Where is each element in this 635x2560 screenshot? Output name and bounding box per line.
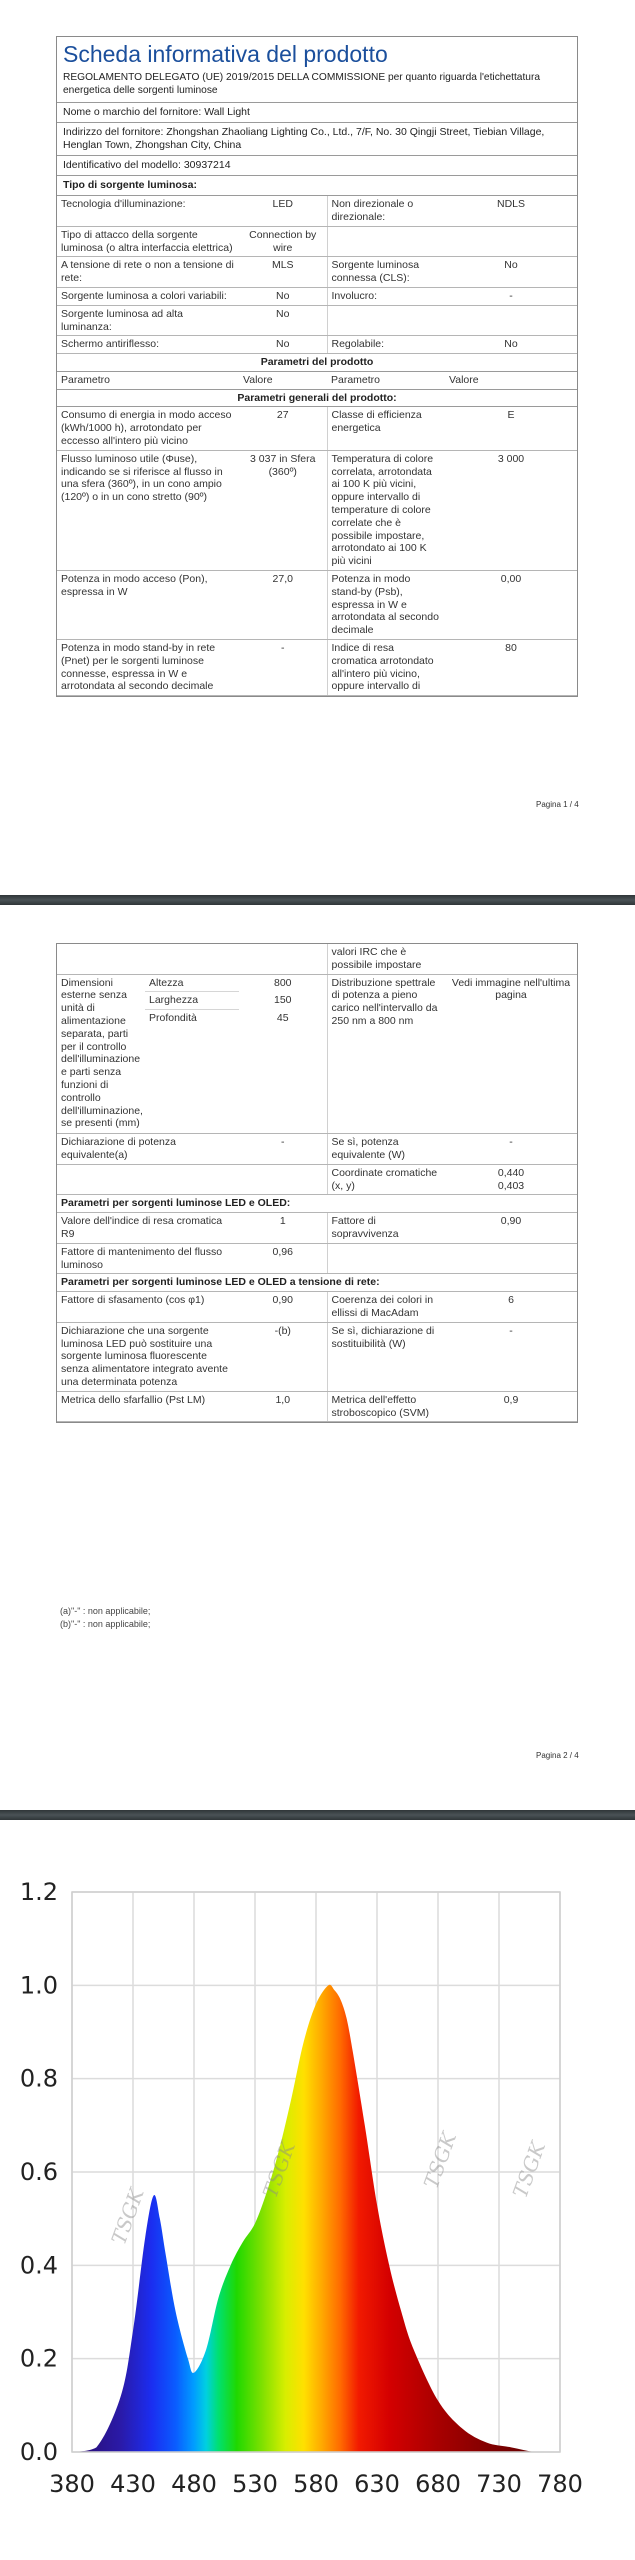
mains-param-row bbox=[57, 1322, 577, 1391]
source-type-cell: No bbox=[239, 287, 327, 305]
led-param-row bbox=[57, 1213, 577, 1244]
source-type-cell bbox=[327, 226, 445, 257]
general-param-cell: E bbox=[445, 407, 577, 450]
dimensions-label: Dimensioni esterne senza unità di alimentazione separata, parti per il controllo dell'illuminazione e parti senza funzioni di controllo dell'illuminazione, se presenti (mm) bbox=[57, 974, 145, 1134]
watermark-text: TSGK bbox=[106, 2184, 149, 2248]
mains-param-row bbox=[57, 1292, 577, 1323]
equivalence-cell: - bbox=[239, 1134, 327, 1164]
page-number: Pagina 2 / 4 bbox=[536, 1751, 579, 1760]
general-param-cell: Potenza in modo acceso (Pon), espressa in W bbox=[57, 571, 239, 640]
source-type-row bbox=[57, 305, 577, 336]
product-params-header: Parametri del prodotto bbox=[57, 354, 577, 371]
general-param-row bbox=[57, 407, 577, 450]
source-type-cell bbox=[445, 226, 577, 257]
source-type-cell: Sorgente luminosa a colori variabili: bbox=[57, 287, 239, 305]
general-param-cell: Potenza in modo stand-by in rete (Pnet) per le sorgenti luminose connesse, espressa in W e arrotondata al secondo decimale bbox=[57, 640, 239, 696]
mains-param-cell: Dichiarazione che una sorgente luminosa LED può sostituire una sorgente luminosa fluorescente senza alimentatore integrato avente una determinata potenza bbox=[57, 1322, 239, 1391]
source-type-cell: Involucro: bbox=[327, 287, 445, 305]
source-type-cell bbox=[327, 305, 445, 336]
params-table-lower bbox=[57, 1134, 577, 1422]
led-param-cell: 0,90 bbox=[445, 1213, 577, 1244]
source-type-row bbox=[57, 287, 577, 305]
equivalence-cell: Dichiarazione di potenza equivalente(a) bbox=[57, 1134, 239, 1164]
source-type-cell: MLS bbox=[239, 257, 327, 288]
source-type-cell: No bbox=[445, 257, 577, 288]
x-tick-label: 630 bbox=[354, 2470, 400, 2498]
mains-param-cell: 6 bbox=[445, 1292, 577, 1323]
y-tick-label: 1.2 bbox=[19, 1878, 58, 1906]
source-type-cell: No bbox=[239, 336, 327, 354]
general-param-row bbox=[57, 640, 577, 696]
equivalence-cell bbox=[57, 1164, 239, 1195]
spectrum-area bbox=[72, 1985, 560, 2452]
sheet-title: Scheda informativa del prodotto bbox=[63, 41, 388, 67]
led-params-header: Parametri per sorgenti luminose LED e OLED: bbox=[57, 1195, 577, 1213]
general-param-cell: Consumo di energia in modo acceso (kWh/1000 h), arrotondato per eccesso all'intero più vicino bbox=[57, 407, 239, 450]
source-type-cell: No bbox=[445, 336, 577, 354]
source-type-cell: Tipo di attacco della sorgente luminosa (o altra interfaccia elettrica) bbox=[57, 226, 239, 257]
general-param-cell: Flusso luminoso utile (Φuse), indicando se si riferisce al flusso in una sfera (360º), in un cono ampio (120º) o in un cono stretto (90º) bbox=[57, 450, 239, 570]
equivalence-cell: - bbox=[445, 1134, 577, 1164]
source-type-cell: - bbox=[445, 287, 577, 305]
general-param-cell: 27 bbox=[239, 407, 327, 450]
source-type-cell: Non direzionale o direzionale: bbox=[327, 196, 445, 226]
source-type-cell: Regolabile: bbox=[327, 336, 445, 354]
general-param-row bbox=[57, 450, 577, 570]
source-type-row bbox=[57, 257, 577, 288]
mains-param-cell: 0,90 bbox=[239, 1292, 327, 1323]
general-param-cell: Temperatura di colore correlata, arrotondata ai 100 K più vicini, oppure intervallo di temperature di colore correlate che è possibile impostare, arrotondato ai 100 K più vicini bbox=[327, 450, 445, 570]
mains-param-cell: Coerenza dei colori in ellissi di MacAdam bbox=[327, 1292, 445, 1323]
led-param-cell bbox=[327, 1243, 445, 1274]
mains-param-cell: - bbox=[445, 1322, 577, 1391]
source-type-cell: Schermo antiriflesso: bbox=[57, 336, 239, 354]
spectral-power-distribution-chart bbox=[0, 1820, 635, 2560]
general-params-header: Parametri generali del prodotto: bbox=[57, 389, 577, 407]
x-tick-label: 480 bbox=[171, 2470, 217, 2498]
general-param-row bbox=[57, 571, 577, 640]
page-separator bbox=[0, 895, 635, 905]
mains-param-row bbox=[57, 1391, 577, 1422]
mains-params-header: Parametri per sorgenti luminose LED e OLED a tensione di rete: bbox=[57, 1274, 577, 1292]
depth-label: Profondità bbox=[145, 1010, 239, 1134]
mains-param-cell: -(b) bbox=[239, 1322, 327, 1391]
y-tick-label: 0.2 bbox=[19, 2344, 58, 2373]
height-label: Altezza bbox=[145, 974, 239, 992]
led-param-row bbox=[57, 1243, 577, 1274]
supplier-address: Indirizzo del fornitore: Zhongshan Zhaoliang Lighting Co., Ltd., 7/F, No. 30 Qingji Street, Tiebian Village, Henglan Town, Zhongshan City, China bbox=[57, 123, 577, 156]
x-tick-label: 680 bbox=[415, 2470, 461, 2498]
source-type-cell: No bbox=[239, 305, 327, 336]
equivalence-row bbox=[57, 1134, 577, 1164]
led-param-cell: 0,96 bbox=[239, 1243, 327, 1274]
mains-param-cell: Metrica dell'effetto stroboscopico (SVM) bbox=[327, 1391, 445, 1422]
source-type-row bbox=[57, 336, 577, 354]
mains-param-cell: 0,9 bbox=[445, 1391, 577, 1422]
page-3 bbox=[0, 1820, 635, 2560]
x-tick-label: 730 bbox=[476, 2470, 522, 2498]
col-header-param-2: Parametro bbox=[327, 371, 445, 389]
mains-param-cell: Metrica dello sfarfallio (Pst LM) bbox=[57, 1391, 239, 1422]
source-type-cell: NDLS bbox=[445, 196, 577, 226]
general-param-cell: 80 bbox=[445, 640, 577, 696]
params-table-continued bbox=[57, 944, 577, 1134]
watermark-text: TSGK bbox=[507, 2138, 551, 2201]
x-tick-label: 580 bbox=[293, 2470, 339, 2498]
source-type-row bbox=[57, 196, 577, 226]
general-param-cell: Classe di efficienza energetica bbox=[327, 407, 445, 450]
equivalence-cell: Se sì, potenza equivalente (W) bbox=[327, 1134, 445, 1164]
mains-param-cell: Se sì, dichiarazione di sostituibilità (W) bbox=[327, 1322, 445, 1391]
watermark-text: TSGK bbox=[418, 2128, 462, 2192]
col-header-param: Parametro bbox=[57, 371, 239, 389]
x-tick-label: 430 bbox=[110, 2470, 156, 2498]
equivalence-cell bbox=[239, 1164, 327, 1195]
source-type-header: Tipo di sorgente luminosa: bbox=[57, 176, 577, 196]
x-tick-label: 530 bbox=[232, 2470, 278, 2498]
general-param-cell: - bbox=[239, 640, 327, 696]
y-tick-label: 0.0 bbox=[19, 2438, 58, 2466]
general-param-cell: Indice di resa cromatica arrotondato all'intero più vicino, oppure intervallo di bbox=[327, 640, 445, 696]
general-param-cell: 3 000 bbox=[445, 450, 577, 570]
width-value: 150 bbox=[273, 993, 292, 1006]
depth-value: 45 bbox=[239, 1010, 327, 1134]
general-param-cell: 0,00 bbox=[445, 571, 577, 640]
led-param-cell bbox=[445, 1243, 577, 1274]
product-sheet-table-continued bbox=[56, 943, 578, 1423]
y-tick-label: 0.8 bbox=[19, 2064, 58, 2093]
height-value: 800 bbox=[273, 976, 292, 989]
source-type-cell: Tecnologia d'illuminazione: bbox=[57, 196, 239, 226]
footnote-b: (b)"-" : non applicabile; bbox=[60, 1619, 151, 1630]
source-type-cell: A tensione di rete o non a tensione di rete: bbox=[57, 257, 239, 288]
source-type-cell: Sorgente luminosa connessa (CLS): bbox=[327, 257, 445, 288]
x-tick-label: 780 bbox=[537, 2470, 583, 2498]
mains-param-cell: Fattore di sfasamento (cos φ1) bbox=[57, 1292, 239, 1323]
source-type-table bbox=[57, 196, 577, 354]
equivalence-cell: 0,440 0,403 bbox=[445, 1164, 577, 1195]
page-separator bbox=[0, 1810, 635, 1820]
cri-range-continued: valori IRC che è possibile impostare bbox=[327, 944, 445, 974]
y-tick-label: 0.6 bbox=[19, 2158, 58, 2186]
source-type-cell: Sorgente luminosa ad alta luminanza: bbox=[57, 305, 239, 336]
watermark-text: TSGK bbox=[257, 2138, 301, 2201]
general-param-cell: 27,0 bbox=[239, 571, 327, 640]
page-2 bbox=[0, 905, 635, 1810]
source-type-cell bbox=[445, 305, 577, 336]
led-param-cell: Valore dell'indice di resa cromatica R9 bbox=[57, 1213, 239, 1244]
supplier-name: Nome o marchio del fornitore: Wall Light bbox=[57, 103, 577, 123]
model-identifier: Identificativo del modello: 30937214 bbox=[57, 156, 577, 176]
x-tick-label: 380 bbox=[49, 2470, 95, 2498]
col-header-value-2: Valore bbox=[445, 371, 577, 389]
general-param-cell: Potenza in modo stand-by (Psb), espressa in W e arrotondata al secondo decimale bbox=[327, 571, 445, 640]
led-param-cell: 1 bbox=[239, 1213, 327, 1244]
product-sheet-table bbox=[56, 36, 578, 697]
spd-label: Distribuzione spettrale di potenza a pieno carico nell'intervallo da 250 nm a 800 nm bbox=[327, 974, 445, 1134]
y-tick-label: 0.4 bbox=[19, 2251, 58, 2280]
regulation-subtitle: REGOLAMENTO DELEGATO (UE) 2019/2015 DELLA COMMISSIONE per quanto riguarda l'etichettatura energetica delle sorgenti luminose bbox=[57, 70, 577, 103]
source-type-cell: Connection by wire bbox=[239, 226, 327, 257]
general-param-cell: 3 037 in Sfera (360º) bbox=[239, 450, 327, 570]
equivalence-cell: Coordinate cromatiche (x, y) bbox=[327, 1164, 445, 1195]
page-number: Pagina 1 / 4 bbox=[536, 800, 579, 809]
page-1 bbox=[0, 0, 635, 895]
source-type-row bbox=[57, 226, 577, 257]
mains-param-cell: 1,0 bbox=[239, 1391, 327, 1422]
params-table bbox=[57, 354, 577, 696]
width-label: Larghezza bbox=[145, 992, 239, 1010]
footnotes bbox=[60, 1605, 150, 1631]
col-header-value: Valore bbox=[239, 371, 327, 389]
source-type-cell: LED bbox=[239, 196, 327, 226]
y-tick-label: 1.0 bbox=[19, 1971, 58, 2000]
footnote-a: (a)"-" : non applicabile; bbox=[60, 1606, 151, 1616]
spd-value: Vedi immagine nell'ultima pagina bbox=[445, 974, 577, 1134]
equivalence-row bbox=[57, 1164, 577, 1195]
led-param-cell: Fattore di sopravvivenza bbox=[327, 1213, 445, 1244]
led-param-cell: Fattore di mantenimento del flusso luminoso bbox=[57, 1243, 239, 1274]
